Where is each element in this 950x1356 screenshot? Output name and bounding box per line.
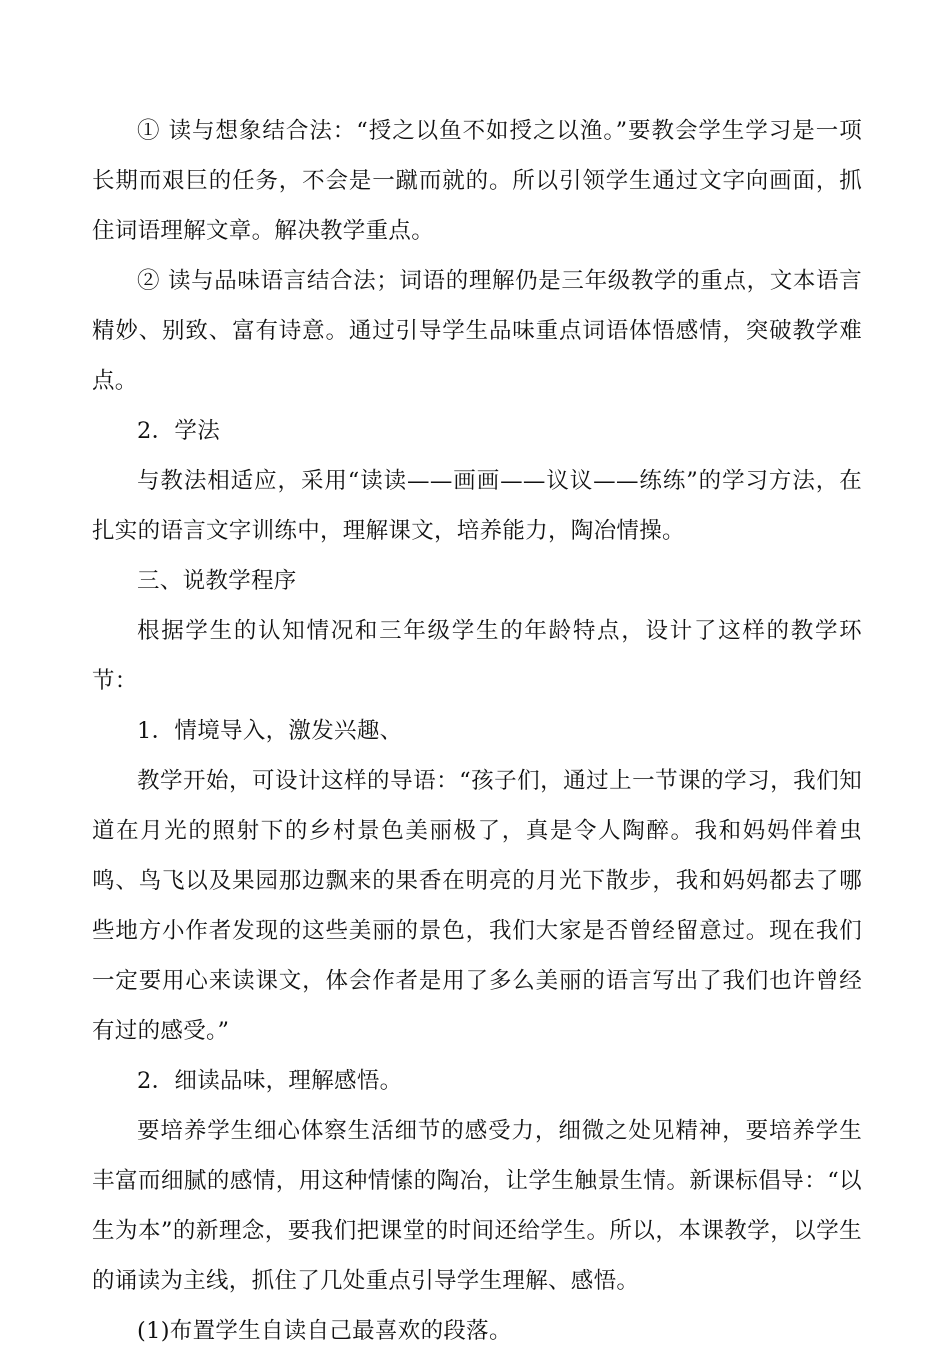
heading-scenario-intro: 1．情境导入，激发兴趣、 xyxy=(137,718,403,744)
paragraph-close-reading: 要培养学生细心体察生活细节的感受力，细微之处见精神，要培养学生丰富而细腻的感情，用这种情愫的陶冶，让学生触景生情。新课标倡导：“以生为本”的新理念，要我们把课堂的时间还给学生。所以，本课教学，以学生的诵读为主线，抓住了几处重点引导学生理解、感悟。 xyxy=(92,1118,862,1294)
paragraph-study-method: 与教法相适应，采用“读读——画画——议议——练练”的学习方法，在扎实的语言文字训练中，理解课文，培养能力，陶冶情操。 xyxy=(92,468,862,544)
paragraph-method-language: ② 读与品味语言结合法；词语的理解仍是三年级教学的重点，文本语言精妙、别致、富有诗意。通过引导学生品味重点词语体悟感情，突破教学难点。 xyxy=(92,268,862,394)
paragraph-opening-remarks: 教学开始，可设计这样的导语：“孩子们，通过上一节课的学习，我们知道在月光的照射下的乡村景色美丽极了，真是令人陶醉。我和妈妈伴着虫鸣、鸟飞以及果园那边飘来的果香在明亮的月光下散步，我和妈妈都去了哪些地方小作者发现的这些美丽的景色，我们大家是否曾经留意过。现在我们一定要用心来读课文，体会作者是用了多么美丽的语言写出了我们也许曾经有过的感受。” xyxy=(92,768,862,1044)
document-body xyxy=(92,106,862,1356)
heading-teaching-procedure: 三、说教学程序 xyxy=(137,568,297,594)
paragraph-method-imagination: ① 读与想象结合法：“授之以鱼不如授之以渔。”要教会学生学习是一项长期而艰巨的任务，不会是一蹴而就的。所以引领学生通过文字向画面，抓住词语理解文章。解决教学重点。 xyxy=(92,118,862,244)
list-item-self-reading: (1)布置学生自读自己最喜欢的段落。 xyxy=(137,1318,512,1344)
heading-close-reading: 2．细读品味，理解感悟。 xyxy=(137,1068,403,1094)
paragraph-procedure-intro: 根据学生的认知情况和三年级学生的年龄特点，设计了这样的教学环节： xyxy=(92,618,862,694)
heading-study-method: 2．学法 xyxy=(137,418,221,444)
